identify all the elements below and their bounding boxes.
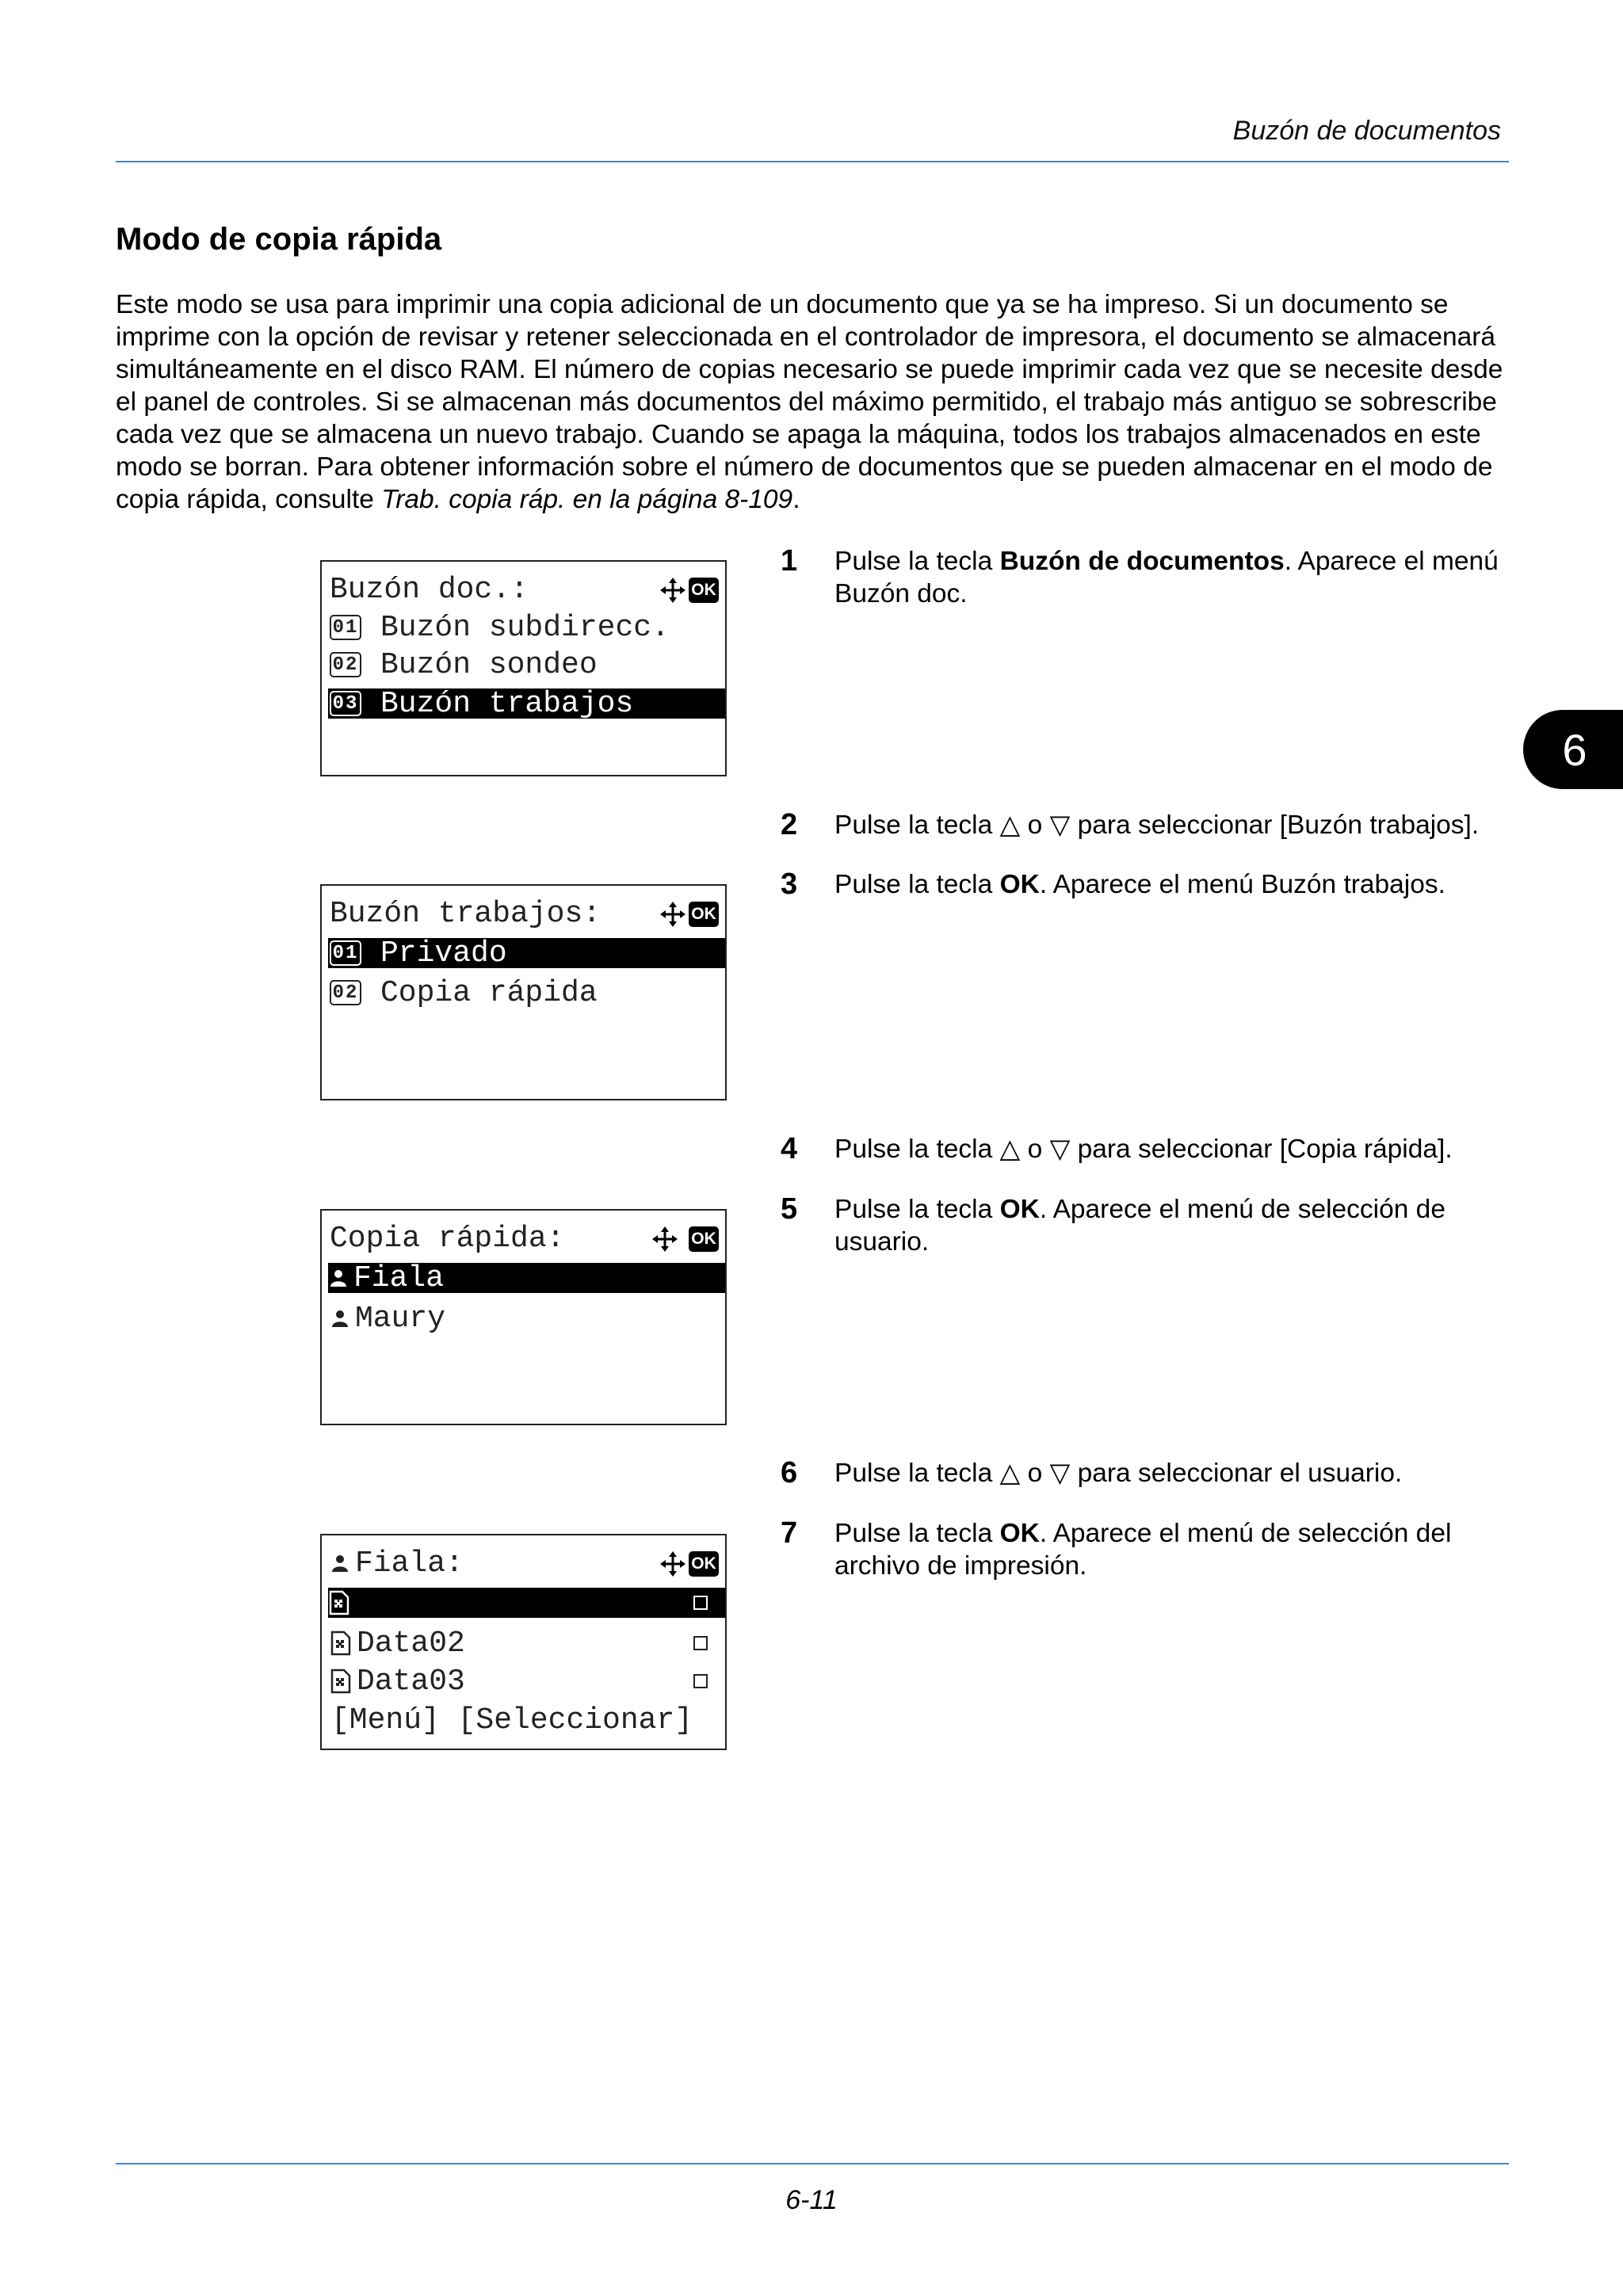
lcd-screen-copia-rapida [320,1209,727,1425]
step-1 [781,545,1516,610]
ok-key-icon: OK [689,1551,719,1577]
step-number: 6 [781,1456,798,1489]
lcd-title: Buzón doc.: [330,572,529,607]
step-number: 2 [781,808,798,841]
user-item[interactable] [330,1301,725,1336]
step-6 [781,1457,1516,1489]
four-way-arrow-icon [659,576,687,605]
lcd-title: Fiala: [355,1546,464,1581]
step-4 [781,1133,1564,1165]
header-rule [116,161,1509,162]
menu-item-label: Buzón trabajos [380,686,634,721]
step-text [834,1133,1564,1165]
menu-item[interactable] [330,612,725,643]
item-number-icon: 01 [330,940,361,966]
step-text-part: Pulse la tecla [834,1195,1000,1224]
step-number: 3 [781,868,798,901]
footer-rule [116,2163,1509,2164]
menu-item-selected[interactable] [328,936,725,971]
lcd-title: Buzón trabajos: [330,896,601,931]
nav-ok-indicator [659,576,719,605]
menu-item-label: Buzón subdirecc. [380,610,670,645]
four-way-arrow-icon [659,1550,687,1578]
file-item[interactable] [330,1626,725,1661]
step-text-part: Pulse la tecla [834,1519,1000,1548]
step-number: 5 [781,1192,798,1226]
step-text-part: . Aparece el menú Buzón doc. [834,547,1499,608]
step-number: 4 [781,1132,798,1165]
page-reference-link[interactable]: Trab. copia ráp. en la página 8-109 [381,485,793,514]
section-title: Modo de copia rápida [116,222,442,257]
ok-key-icon: OK [689,578,719,603]
document-icon [330,1669,352,1694]
intro-end: . [792,485,800,514]
menu-item-selected[interactable] [328,688,725,719]
step-text-part: Pulse la tecla △ o ▽ para seleccionar [Buzón trabajos]. [834,810,1480,840]
step-text-part: . Aparece el menú de selección de usuario. [834,1195,1445,1257]
ok-key-icon: OK [689,902,719,927]
lcd-screen-buzon-trabajos [320,884,727,1100]
key-name: OK [999,1519,1040,1548]
checkbox-icon[interactable] [693,1636,708,1650]
step-text [834,809,1564,841]
user-name: Fiala [353,1261,445,1295]
item-number-icon: 02 [330,980,361,1005]
step-7 [781,1517,1500,1582]
menu-item[interactable] [330,975,725,1010]
file-name: Data02 [357,1626,465,1661]
menu-item-label: Buzón sondeo [380,647,598,682]
user-item-selected[interactable] [328,1263,725,1293]
intro-paragraph [116,288,1510,516]
step-text-part: Pulse la tecla [834,547,1000,576]
softkey-labels[interactable]: [Menú] [Seleccionar] [331,1703,693,1737]
lcd-screen-buzon-doc [320,560,727,776]
chapter-tab: 6 [1523,710,1623,789]
key-name: OK [999,1195,1040,1224]
user-icon [330,1553,350,1573]
item-number-icon: 01 [330,615,361,640]
step-text [834,1517,1500,1582]
step-text-part: . Aparece el menú de selección del archivo de impresión. [834,1519,1452,1581]
step-text-part: Pulse la tecla △ o ▽ para seleccionar [Copia rápida]. [834,1135,1453,1164]
step-number: 7 [781,1516,798,1550]
user-icon [328,1268,349,1288]
key-name: OK [999,870,1040,899]
file-name: Data03 [357,1664,465,1699]
document-icon [328,1590,350,1615]
nav-ok-indicator [659,1550,719,1578]
menu-item-label: Privado [380,936,507,971]
step-2 [781,809,1564,841]
step-text [834,1457,1516,1489]
step-text-part: Pulse la tecla △ o ▽ para seleccionar el usuario. [834,1459,1403,1488]
running-header: Buzón de documentos [1232,116,1501,146]
ok-key-icon: OK [689,1226,719,1252]
step-number: 1 [781,544,798,578]
step-3 [781,868,1516,901]
lcd-screen-fiala [320,1534,727,1750]
user-name: Maury [355,1301,446,1336]
step-text [834,868,1516,901]
step-text-part: Pulse la tecla [834,870,1000,899]
item-number-icon: 02 [330,652,361,677]
item-number-icon: 03 [330,691,361,716]
checkbox-icon[interactable] [693,1596,708,1610]
step-text-part: . Aparece el menú Buzón trabajos. [1039,870,1445,899]
step-5 [781,1193,1500,1258]
four-way-arrow-icon [659,900,687,929]
menu-item[interactable] [330,647,725,682]
nav-ok-indicator [651,1225,719,1253]
four-way-arrow-icon [651,1225,679,1253]
nav-ok-indicator [659,900,719,929]
lcd-title: Copia rápida: [330,1221,565,1256]
intro-text: Este modo se usa para imprimir una copia adicional de un documento que ya se ha impreso. Si un documento se imprime con la opción de revisar y retener seleccionada en el controlador de impresora, el documento se almacenará simultáneamente en el disco RAM. El número de copias necesario se puede imprimir cada vez que se necesite desde el panel de controles. Si se almacenan más documentos del máximo permitido, el trabajo más antiguo se sobrescribe cada vez que se almacena un nuevo trabajo. Cuando se apaga la máquina, todos los trabajos almacenados en este modo se borran. Para obtener información sobre el número de documentos que se pueden almacenar en el modo de copia rápida, consulte [116,290,1503,514]
document-icon [330,1630,352,1656]
menu-item-label: Copia rápida [380,975,598,1010]
step-text [834,545,1516,610]
step-text [834,1193,1500,1258]
checkbox-icon[interactable] [693,1674,708,1688]
file-item-selected[interactable] [328,1588,725,1618]
user-icon [330,1308,350,1329]
key-name: Buzón de documentos [999,547,1285,576]
page-number: 6-11 [785,2185,838,2215]
file-item[interactable] [330,1664,725,1699]
